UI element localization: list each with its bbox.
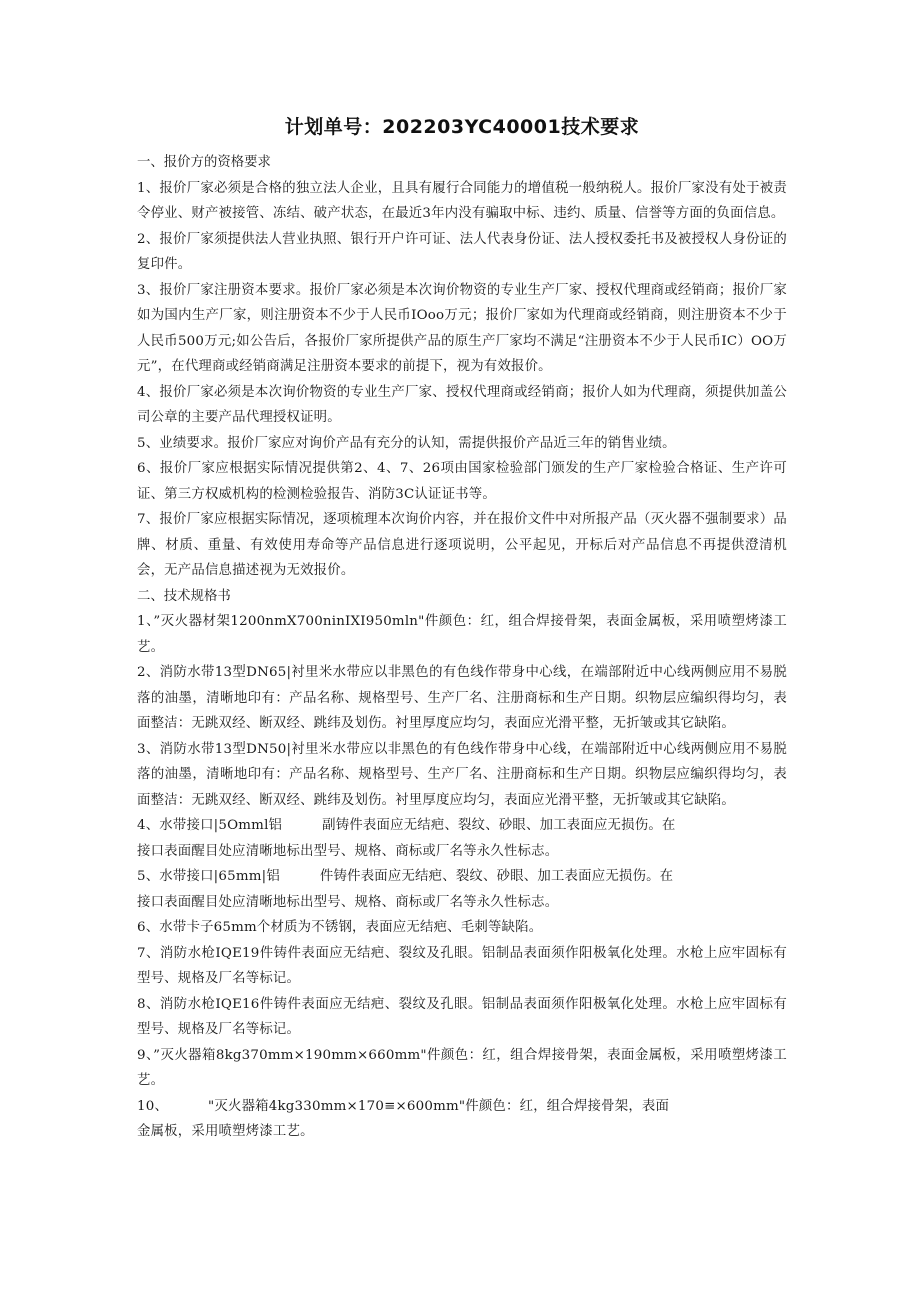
document-title: 计划单号：202203YC40001技术要求 bbox=[284, 116, 640, 138]
qualification-item: 1、报价厂家必须是合格的独立法人企业，且具有履行合同能力的增值税一般纳税人。报价厂家没有处于被责令停业、财产被接管、冻结、破产状态，在最近3年内没有骗取中标、违约、质量、信誉等方面的负面信息。 bbox=[137, 180, 787, 221]
qualification-item: 7、报价厂家应根据实际情况，逐项梳理本次询价内容，并在报价文件中对所报产品（灭火器不强制要求）品牌、材质、重量、有效使用寿命等产品信息进行逐项说明，公平起见，开标后对产品信息不再提供澄清机会，无产品信息描述视为无效报价。 bbox=[137, 512, 787, 578]
qualification-item: 5、业绩要求。报价厂家应对询价产品有充分的认知，需提供报价产品近三年的销售业绩。 bbox=[137, 435, 676, 451]
spec-item: 7、消防水枪IQE19件铸件表面应无结疤、裂纹及孔眼。铝制品表面须作阳极氧化处理。水枪上应牢固标有型号、规格及厂名等标记。 bbox=[137, 945, 787, 986]
spec-item-part: 5、水带接口|65mm|铝 bbox=[137, 869, 280, 884]
spec-item-part: 件铸件表面应无结疤、裂纹、砂眼、加工表面应无损伤。在 bbox=[319, 869, 674, 884]
spec-item-part: 接口表面醒目处应清晰地标出型号、规格、商标或厂名等永久性标志。 bbox=[137, 894, 559, 910]
spec-item-part: 4、水带接口|5Omml铝 bbox=[137, 818, 283, 833]
qualification-item: 6、报价厂家应根据实际情况提供第2、4、7、26项由国家检验部门颁发的生产厂家检验合格证、生产许可证、第三方权威机构的检测检验报告、消防3C认证证书等。 bbox=[137, 461, 787, 502]
spec-item: 2、消防水带13型DN65|衬里米水带应以非黑色的有色线作带身中心线，在端部附近中心线两侧应用不易脱落的油墨，清晰地印有：产品名称、规格型号、生产厂名、注册商标和生产日期。织物层应编织得均匀，表面整洁：无跳双经、断双经、跳纬及划伤。衬里厚度应均匀，表面应光滑平整，无折皱或其它缺陷。 bbox=[137, 665, 787, 731]
spec-item bbox=[137, 813, 787, 864]
spec-item-part: 接口表面醒目处应清晰地标出型号、规格、商标或厂名等永久性标志。 bbox=[137, 843, 559, 859]
qualification-item: 2、报价厂家须提供法人营业执照、银行开户许可证、法人代表身份证、法人授权委托书及被授权人身份证的复印件。 bbox=[137, 231, 787, 272]
spec-item: 3、消防水带13型DN50|衬里米水带应以非黑色的有色线作带身中心线，在端部附近中心线两侧应用不易脱落的油墨，清晰地印有：产品名称、规格型号、生产厂名、注册商标和生产日期。织物层应编织得均匀，表面整洁：无跳双经、断双经、跳纬及划伤。衬里厚度应均匀，表面应光滑平整，无折皱或其它缺陷。 bbox=[137, 741, 787, 808]
spec-item-part: 金属板，采用喷塑烤漆工艺。 bbox=[137, 1124, 314, 1139]
section-heading-qualifications: 一、报价方的资格要求 bbox=[137, 155, 271, 170]
spec-item: 6、水带卡子65mm个材质为不锈钢，表面应无结疤、毛刺等缺陷。 bbox=[137, 920, 543, 935]
spec-item-part: 副铸件表面应无结疤、裂纹、砂眼、加工表面应无损伤。在 bbox=[322, 818, 676, 833]
qualification-item: 4、报价厂家必须是本次询价物资的专业生产厂家、授权代理商或经销商；报价人如为代理商，须提供加盖公司公章的主要产品代理授权证明。 bbox=[137, 384, 787, 425]
document-page bbox=[137, 112, 787, 1145]
spec-item: 9、”灭火器箱8kg370mm×190mm×660mm"件颜色：红，组合焊接骨架，表面金属板，采用喷塑烤漆工艺。 bbox=[137, 1047, 787, 1088]
spec-item-part: 10、 bbox=[137, 1098, 169, 1114]
section-heading-specs: 二、技术规格书 bbox=[137, 588, 231, 604]
qualification-item: 3、报价厂家注册资本要求。报价厂家必须是本次询价物资的专业生产厂家、授权代理商或经销商；报价厂家如为国内生产厂家，则注册资本不少于人民币IOoo万元；报价厂家如为代理商或经销商，则注册资本不少于人民币500万元;如公告后，各报价厂家所提供产品的原生产厂家均不满足“注册资本不少于人民币IC）OO万元”，在代理商或经销商满足注册资本要求的前提下，视为有效报价。 bbox=[137, 282, 787, 374]
spec-item-part: "灭火器箱4kg330mm×170≡×600mm"件颜色：红，组合焊接骨架，表面 bbox=[208, 1098, 670, 1114]
spec-item: 1、”灭火器材架1200nmX700ninIXI950mln"件颜色：红，组合焊接骨架，表面金属板，采用喷塑烤漆工艺。 bbox=[137, 614, 787, 655]
spec-item bbox=[137, 1094, 787, 1145]
spec-item: 8、消防水枪IQE16件铸件表面应无结疤、裂纹及孔眼。铝制品表面须作阳极氧化处理。水枪上应牢固标有型号、规格及厂名等标记。 bbox=[137, 996, 787, 1037]
spec-item bbox=[137, 864, 787, 915]
